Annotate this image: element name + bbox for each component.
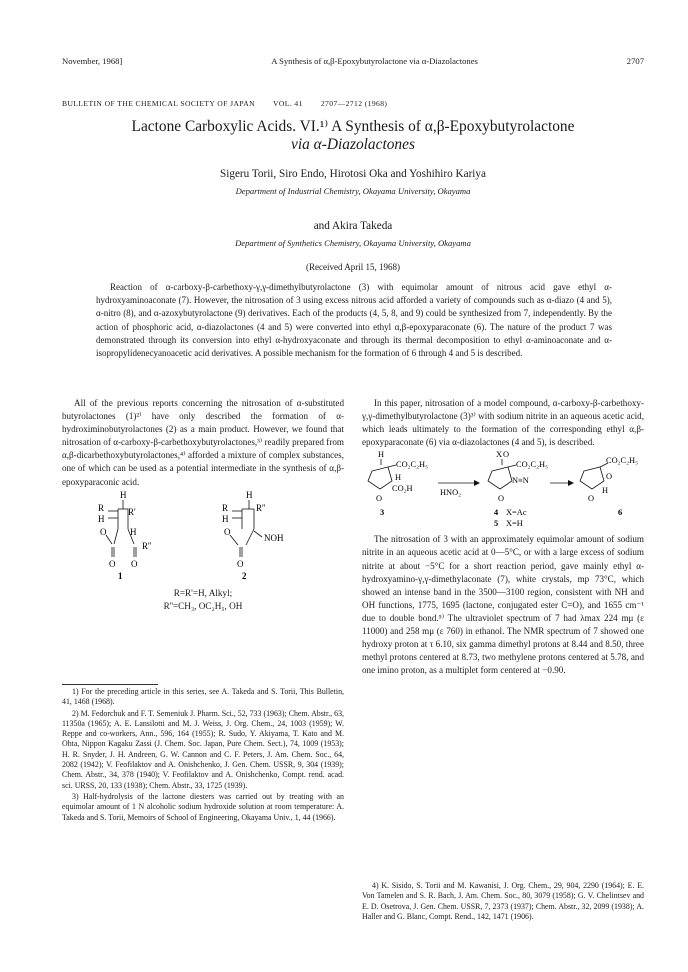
s1-h-left: H	[98, 513, 105, 524]
footnotes-right	[362, 881, 644, 923]
compound-6	[580, 456, 638, 517]
running-header	[62, 56, 644, 66]
c45-co2et: CO₂C₂H₅	[516, 460, 549, 470]
page-number: 2707	[626, 56, 644, 66]
reagent-hno2: HNO₂	[440, 488, 462, 498]
c3-co2et: CO₂C₂H₅	[396, 460, 429, 470]
s1-r1: R'	[128, 506, 136, 517]
left-paragraph-1: All of the previous reports concerning the nitrosation of α-substituted butyrolactones (1)²⁾ have only described the formation of α-hydroximinobutyrolactones (2) as a main product. However, we found that nitrosation of α-carboxy-β-carbethoxybutyrolactones,³⁾ readily prepared from α,β-dicarbethoxybutyrolactones,⁴⁾ afforded a mixture of complex substances, one of which can be used as a potential intermediate in the synthesis of α,β-epoxyparaconic acid.	[62, 398, 344, 487]
s1-h-alpha: H	[130, 526, 137, 537]
compound-6-number: 6	[618, 508, 623, 518]
s2-r: R	[222, 502, 229, 513]
s2-number: 2	[242, 570, 247, 581]
journal-name: BULLETIN OF THE CHEMICAL SOCIETY OF JAPAN	[62, 99, 256, 108]
title-line-2: via α-Diazolactones	[291, 136, 415, 153]
s2-o-carbonyl: O	[237, 558, 244, 569]
running-header-left: November, 1968]	[62, 56, 123, 66]
right-paragraph-1: In this paper, nitrosation of a model compound, α-carboxy-β-carbethoxy-γ,γ-dimethylbutyrolactone (3)³⁾ with sodium nitrite in an aqueous acetic acid, which leads ultimately to the formation of the corresponding ethyl α,β-epoxyparaconate (6) via α-diazolactones (4 and 5), is described.	[362, 398, 644, 448]
c6-h: H	[602, 486, 609, 496]
c45-o-ether: O	[503, 450, 510, 460]
c3-h-alpha: H	[395, 473, 402, 483]
c6-co2et: CO₂C₂H₅	[606, 456, 639, 466]
journal-volume: VOL. 41	[273, 99, 303, 108]
footnote-rule-left	[62, 684, 158, 685]
compound-5-number: 5	[494, 519, 499, 529]
r-definition-1: R=R'=H, Alkyl;	[173, 587, 233, 598]
right-column	[362, 397, 644, 677]
affiliation-2: Department of Synthetics Chemistry, Okayama University, Okayama	[235, 238, 471, 248]
r-definition-2: R''=CH₃, OC₂H₅, OH	[163, 600, 243, 611]
footnote-4: 4) K. Sisido, S. Torii and M. Kawanisi, J. Org. Chem., 29, 904, 2290 (1964); E. E. Von Tamelen and S. R. Bach, J. Am. Chem. Soc., 80, 3079 (1958); G. V. Chelintsev and E. D. Osetrova, J. Gen. Chem. USSR, 7, 2373 (1937); Chem. Abstr., 32, 2099 (1938); A. Haller and G. Blanc, Compt. Rend., 142, 1471 (1906).	[362, 881, 644, 921]
c45-o: O	[498, 494, 505, 504]
structure-2	[222, 490, 284, 581]
c45-nn: N≡N	[512, 476, 529, 486]
s2-o-ring: O	[224, 526, 231, 537]
c3-o: O	[376, 494, 383, 504]
compound-3	[368, 450, 428, 517]
c6-o-epoxide: O	[606, 472, 613, 482]
compound-5-def: X=H	[506, 519, 523, 529]
affiliation-1: Department of Industrial Chemistry, Okayama University, Okayama	[235, 186, 471, 196]
title-line-1: Lactone Carboxylic Acids. VI.¹⁾ A Synthesis of α,β-Epoxybutyrolactone	[131, 118, 575, 135]
s1-number: 1	[118, 570, 123, 581]
s1-o-ring: O	[100, 526, 107, 537]
received-date: (Received April 15, 1968)	[306, 262, 400, 272]
s1-r2: R''	[142, 540, 152, 551]
compound-4-def: X=Ac	[506, 508, 527, 518]
s1-h-top: H	[120, 489, 127, 500]
article-title	[62, 118, 644, 154]
s2-r2: R''	[256, 502, 266, 513]
compound-4-5	[488, 450, 548, 528]
s2-h-left: H	[222, 513, 229, 524]
abstract: Reaction of α-carboxy-β-carbethoxy-γ,γ-dimethylbutyrolactone (3) with equimolar amount of nitrous acid gave ethyl α-hydroxyaminoaconate (7). However, the nitrosation of 3 using excess nitrous acid afforded a variety of compounds such as α-diazo (4 and 5), α-nitro (8), and α-azoxybutyrolactone (9) derivatives. Each of the products (4, 5, 8, and 9) could be synthesized from 7, independently. By the action of phosphoric acid, α-diazolactones (4 and 5) were converted into ethyl α,β-epoxyparaconate (6). The nature of the product 7 was demonstrated through its conversion into ethyl α-hydroxyaconate and through its thermal decomposition to ethyl α-aminoaconate and α-isopropylidenecyanoacetic acid derivatives. A possible mechanism for the formation of 6 through 4 and 5 is described.	[96, 282, 612, 359]
reaction-scheme	[362, 449, 644, 529]
c3-h: H	[378, 450, 385, 460]
left-column	[62, 397, 344, 613]
footnote-1: 1) For the preceding article in this series, see A. Takeda and S. Torii, This Bulletin, 41, 1468 (1968).	[62, 687, 344, 707]
running-header-title: A Synthesis of α,β-Epoxybutyrolactone via α-Diazolactones	[271, 56, 478, 66]
second-author: and Akira Takeda	[313, 220, 393, 232]
journal-pages: 2707—2712 (1968)	[320, 99, 388, 108]
right-paragraph-2: The nitrosation of 3 with an approximately equimolar amount of sodium nitrite in an aqueous acetic acid at 0—5°C, or with a large excess of sodium nitrite at about −5°C for a short reaction period, gave mainly ethyl α-hydroxyamino-γ,γ-dimethylaconate (7), white crystals, mp 73°C, which showed an intense band in the 3500—3100 region, consistent with NH and OH functions, 1775, 1695 (lactone, conjugated ester C=O), and 1655 cm⁻¹ due to double bond.⁵⁾ The ultraviolet spectrum of 7 had λmax 224 mμ (ε 11000) and 258 mμ (ε 760) in ethanol. The NMR spectrum of 7 showed one hydroxy proton at τ 6.10, six gamma dimethyl protons at 8.44 and 8.50, three methyl protons centered at 8.73, two methylene protons centered at 5.78, and one imino proton, as a multiplet form centered at −0.90.	[362, 534, 644, 676]
s1-o-carbonyl-1: O	[109, 558, 116, 569]
structure-1	[98, 490, 152, 581]
footnote-2: 2) M. Fedorchuk and F. T. Semeniuk J. Pharm. Sci., 52, 733 (1963); Chem. Abstr., 63, 11350a (1965); A. E. Lansilotti and M. J. Weiss, J. Org. Chem., 24, 1003 (1959); W. Reppe and co-workers, Ann., 596, 164 (1955); R. Sudo, Y. Akiyama, T. Kato and M. Ohta, Nippon Kagaku Zassi (J. Chem. Soc. Japan, Pure Chem. Sect.), 74, 1009 (1953); H. R. Snyder, J. H. Andreen, G. W. Cannon and C. F. Peters, J. Am. Chem. Soc., 64, 2082 (1942); V. Feofilaktov and A. Onishchenko, J. Gen. Chem. USSR, 9, 304 (1939); Chem. Abstr., 34, 378 (1940); V. Feofilaktov and A. Onishchenko, Compt. rend. acad. sci. URSS, 20, 133 (1938); Chem. Abstr., 33, 1725 (1939).	[62, 708, 344, 790]
structures-1-2	[62, 489, 344, 581]
journal-line	[62, 99, 644, 108]
compound-3-number: 3	[380, 508, 385, 518]
c45-x: X	[496, 450, 503, 460]
footnotes-left	[62, 687, 344, 824]
c3-co2h: CO₂H	[392, 484, 413, 494]
s2-noh: NOH	[264, 532, 284, 543]
authors: Sigeru Torii, Siro Endo, Hirotosi Oka and Yoshihiro Kariya	[220, 168, 486, 180]
s2-h-top: H	[246, 489, 253, 500]
s1-r: R	[98, 502, 105, 513]
s1-o-carbonyl-2: O	[131, 558, 138, 569]
footnote-3: 3) Half-hydrolysis of the lactone diesters was carried out by treating with an equimolar amount of 1 N alcoholic sodium hydroxide solution at room temperature: A. Takeda and S. Torii, Memoirs of School of Engineering, Okayama Univ., 1, 44 (1966).	[62, 791, 344, 822]
compound-4-number: 4	[494, 508, 499, 518]
c6-o: O	[588, 494, 595, 504]
